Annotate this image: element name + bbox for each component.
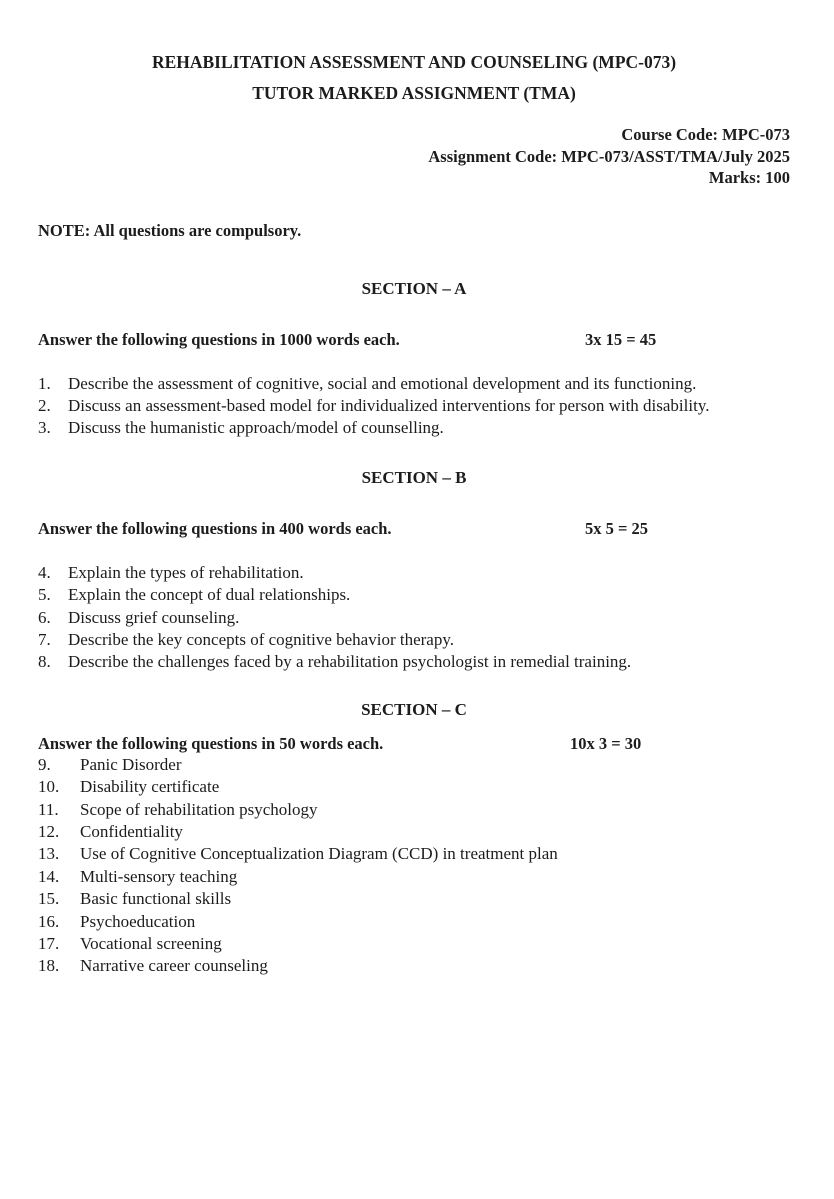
question-row [38, 888, 790, 910]
question-number: 5. [38, 585, 51, 605]
question-number: 8. [38, 652, 51, 672]
question-text: Narrative career counseling [80, 956, 268, 976]
document-header [38, 52, 790, 103]
question-row [38, 607, 790, 629]
question-row [38, 821, 790, 843]
question-number: 13. [38, 844, 60, 864]
question-row [38, 417, 790, 439]
question-row [38, 373, 790, 395]
question-row [38, 754, 790, 776]
question-row [38, 866, 790, 888]
question-number: 16. [38, 911, 60, 931]
question-number: 6. [38, 607, 51, 627]
question-text: Discuss the humanistic approach/model of counselling. [68, 418, 444, 438]
section-a-question-list [38, 373, 790, 440]
section-b-heading: SECTION – B [361, 467, 467, 487]
question-number: 15. [38, 889, 60, 909]
section-a-instruction: Answer the following questions in 1000 words each. [38, 329, 400, 349]
question-row [38, 584, 790, 606]
question-row [38, 395, 790, 417]
section-b-instruction: Answer the following questions in 400 words each. [38, 518, 392, 538]
assignment-title: REHABILITATION ASSESSMENT AND COUNSELING (MPC-073) [151, 52, 677, 72]
question-row [38, 843, 790, 865]
question-text: Describe the assessment of cognitive, social and emotional development and its functioning. [68, 373, 697, 393]
question-text: Vocational screening [80, 934, 222, 953]
question-number: 11. [38, 799, 59, 819]
section-c-instruction: Answer the following questions in 50 words each. [38, 733, 384, 753]
question-number: 3. [38, 418, 51, 438]
question-text: Confidentiality [80, 821, 183, 841]
question-row [38, 562, 790, 584]
total-marks: Marks: 100 [708, 168, 790, 187]
question-row [38, 799, 790, 821]
question-number: 17. [38, 934, 60, 953]
question-number: 9. [38, 754, 51, 774]
section-b-question-list [38, 562, 790, 674]
assignment-code: Assignment Code: MPC-073/ASST/TMA/July 2025 [428, 146, 790, 166]
compulsory-note: NOTE: All questions are compulsory. [38, 220, 302, 240]
section-a-instruction-row [38, 330, 790, 350]
question-text: Discuss an assessment-based model for individualized interventions for person with disability. [68, 395, 710, 415]
question-text: Multi-sensory teaching [80, 866, 238, 886]
question-number: 2. [38, 395, 51, 415]
question-number: 14. [38, 866, 60, 886]
course-code: Course Code: MPC-073 [621, 125, 790, 144]
question-number: 1. [38, 373, 51, 393]
question-row [38, 629, 790, 651]
question-text: Describe the key concepts of cognitive behavior therapy. [68, 629, 454, 649]
question-row [38, 933, 790, 955]
question-text: Disability certificate [80, 777, 220, 797]
section-c-marks-scheme: 10x 3 = 30 [570, 733, 642, 753]
question-row [38, 911, 790, 933]
question-row [38, 776, 790, 798]
question-text: Panic Disorder [80, 754, 182, 774]
question-text: Psychoeducation [80, 911, 196, 931]
section-b-instruction-row [38, 519, 790, 539]
question-text: Explain the concept of dual relationships. [68, 585, 351, 605]
question-number: 4. [38, 562, 51, 582]
assignment-subtitle: TUTOR MARKED ASSIGNMENT (TMA) [252, 83, 576, 103]
question-text: Basic functional skills [80, 889, 232, 909]
section-c-instruction-row [38, 734, 790, 754]
section-b-marks-scheme: 5x 5 = 25 [585, 518, 649, 538]
question-row [38, 955, 790, 977]
question-number: 12. [38, 821, 60, 841]
question-number: 18. [38, 956, 60, 976]
section-c-heading: SECTION – C [361, 699, 467, 719]
section-c-question-list [38, 754, 790, 978]
section-a-marks-scheme: 3x 15 = 45 [585, 329, 657, 349]
question-text: Describe the challenges faced by a rehabilitation psychologist in remedial training. [68, 652, 632, 672]
question-number: 7. [38, 629, 51, 649]
question-row [38, 651, 790, 673]
section-a-heading: SECTION – A [361, 278, 467, 298]
question-text: Discuss grief counseling. [68, 607, 240, 627]
question-text: Use of Cognitive Conceptualization Diagram (CCD) in treatment plan [80, 844, 558, 864]
question-number: 10. [38, 777, 60, 797]
question-text: Explain the types of rehabilitation. [68, 562, 304, 582]
question-text: Scope of rehabilitation psychology [80, 799, 318, 819]
assignment-meta [38, 124, 790, 189]
